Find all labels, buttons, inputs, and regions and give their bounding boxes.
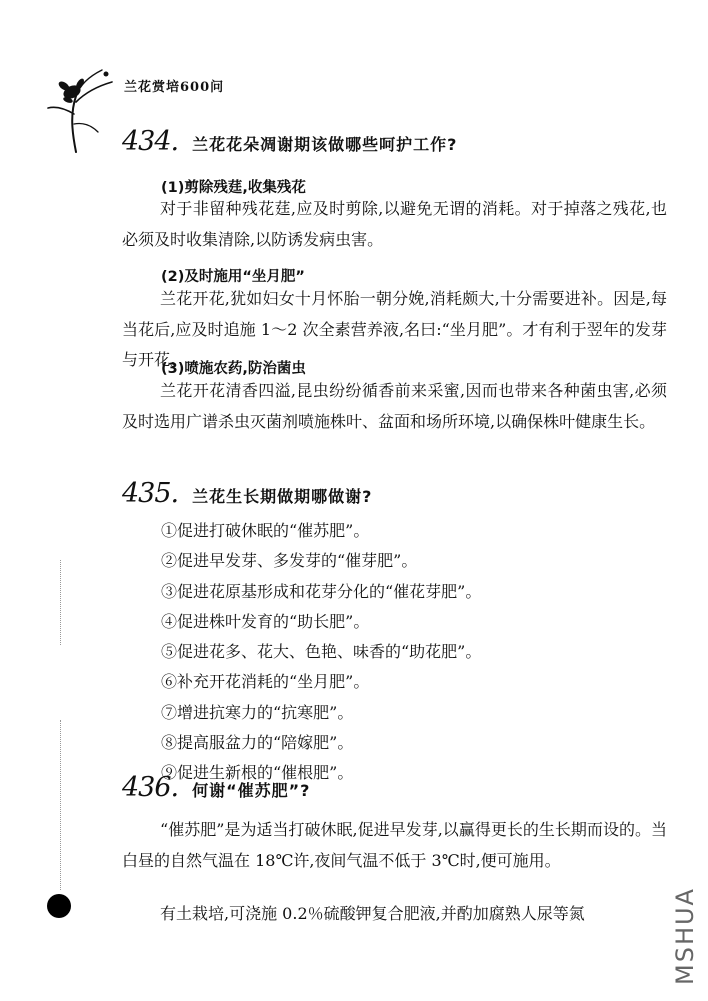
list-item: ②促进早发芽、多发芽的“催芽肥”。 (161, 551, 418, 571)
subheading: (1)剪除残莛,收集残花 (161, 180, 306, 196)
list-item: ⑤促进花多、花大、色艳、味香的“助花肥”。 (161, 642, 482, 662)
question-title: 兰花生长期做期哪做谢? (192, 487, 373, 506)
question-title: 兰花花朵凋谢期该做哪些呵护工作? (192, 135, 458, 154)
binding-dotted-line (60, 560, 61, 645)
question-number: 436. (122, 772, 179, 803)
question-number: 435. (122, 478, 179, 509)
paragraph: 对于非留种残花莛,应及时剪除,以避免无谓的消耗。对于掉落之残花,也必须及时收集清除,以防诱发病虫害。 (122, 199, 667, 249)
list-item: ④促进株叶发育的“助长肥”。 (161, 611, 370, 631)
question-number: 434. (122, 126, 179, 157)
binding-hole-mark (47, 894, 71, 918)
list-item: ⑧提高服盆力的“陪嫁肥”。 (161, 733, 354, 753)
subheading: (3)喷施农药,防治菌虫 (161, 361, 306, 377)
running-title: 兰花赏培600问 (124, 80, 225, 95)
paragraph: 兰花开花清香四溢,昆虫纷纷循香前来采蜜,因而也带来各种菌虫害,必须及时选用广谱杀虫灭菌剂喷施株叶、盆面和场所环境,以确保株叶健康生长。 (122, 381, 667, 431)
question-436-heading (122, 772, 310, 803)
list-item: ⑨促进生新根的“催根肥”。 (161, 763, 354, 783)
question-434-heading (122, 126, 457, 157)
subheading: (2)及时施用“坐月肥” (161, 269, 305, 285)
paragraph: 兰花开花,犹如妇女十月怀胎一朝分娩,消耗颇大,十分需要进补。因是,每当花后,应及时追施 1～2 次全素营养液,名曰:“坐月肥”。才有利于翌年的发芽与开花。 (122, 289, 667, 369)
list-item: ⑦增进抗寒力的“抗寒肥”。 (161, 702, 354, 722)
binding-dotted-line (60, 720, 61, 890)
orchid-sprig-icon (46, 62, 116, 154)
question-435-heading (122, 478, 372, 509)
watermark (668, 880, 702, 992)
list-item: ③促进花原基形成和花芽分化的“催花芽肥”。 (161, 581, 482, 601)
question-title: 何谢“催苏肥”? (192, 781, 311, 800)
list-item: ①促进打破休眠的“催苏肥”。 (161, 521, 370, 540)
watermark-text: MSHUA (671, 887, 700, 985)
paragraph: 有土栽培,可浇施 0.2％硫酸钾复合肥液,并酌加腐熟人尿等氮 (160, 904, 585, 923)
list-item: ⑥补充开花消耗的“坐月肥”。 (161, 672, 370, 692)
paragraph: “催苏肥”是为适当打破休眠,促进早发芽,以赢得更长的生长期而设的。当白昼的自然气温在 18℃许,夜间气温不低于 3℃时,便可施用。 (122, 820, 667, 870)
fertilizer-list (161, 516, 481, 789)
